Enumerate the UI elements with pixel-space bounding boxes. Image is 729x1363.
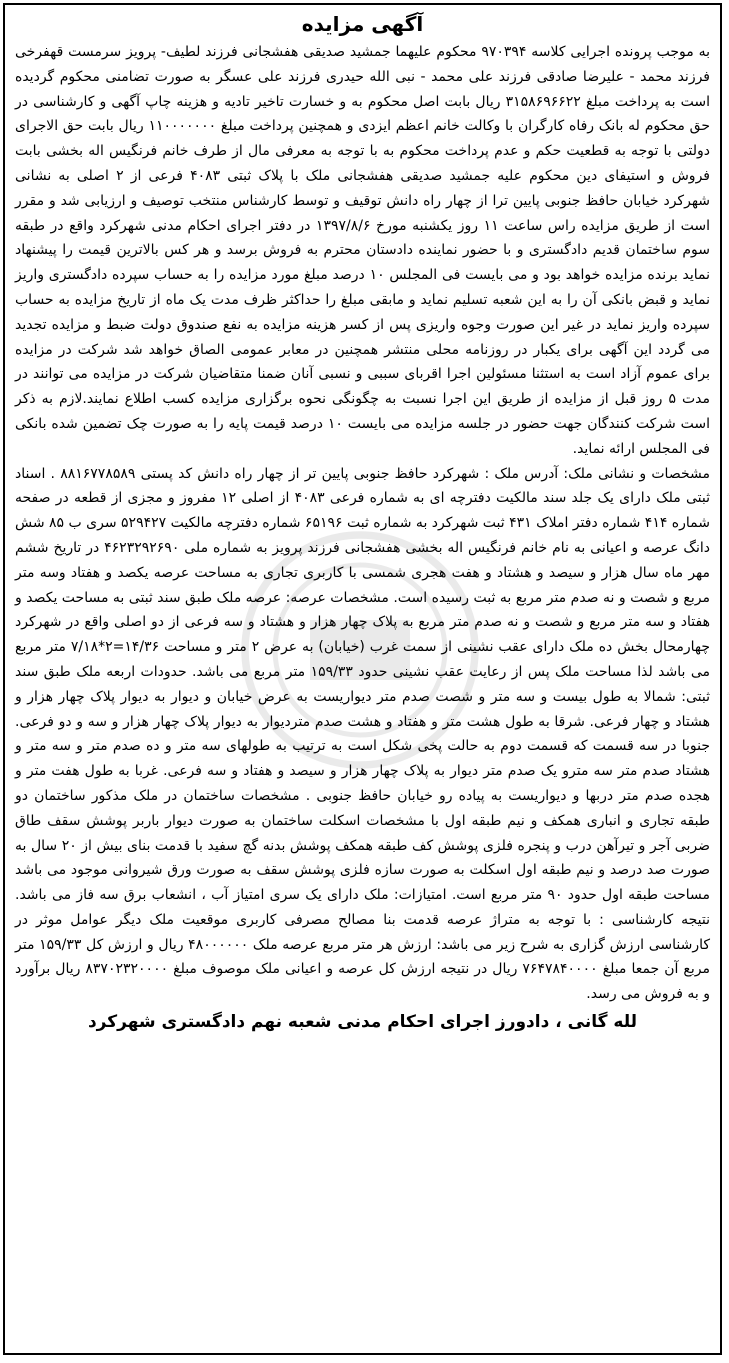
- auction-notice: [3, 3, 722, 1355]
- notice-signature: لله گانی ، دادورز اجرای احکام مدنی شعبه نهم دادگستری شهرکرد: [87, 1012, 638, 1033]
- notice-body: [15, 40, 710, 1007]
- notice-paragraph-terms: به موجب پرونده اجرایی کلاسه ۹۷۰۳۹۴ محکوم علیهما جمشید صدیقی هفشجانی فرزند لطیف- پرویز سرمست قهفرخی فرزند محمد - علیرضا صادقی فرزند علی محمد - نبی الله حیدری فرزند علی عسگر به صورت تضامنی محکوم گردیده است به پرداخت مبلغ ۳۱۵۸۶۹۶۶۲۲ ریال بابت اصل محکوم به و خسارت تاخیر تادیه و هزینه چاپ آگهی و کارشناسی در حق محکوم له بانک رفاه کارگران با وکالت خانم اعظم ایزدی و همچنین پرداخت مبلغ ۱۱۰۰۰۰۰۰۰ ریال بابت حق الاجرای دولتی با توجه به قطعیت حکم و عدم پرداخت محکوم به با توجه به معرفی مال از طرف خانم فرنگیس اله بخشی بابت فروش و استیفای دین محکوم علیه جمشید صدیقی هفشجانی ملک با پلاک ثبتی ۴۰۸۳ فرعی از ۲ اصلی به نشانی شهرکرد خیابان حافظ جنوبی پایین ترا از چهار راه دانش توقیف و توسط کارشناس منتخب توصیف و ارزیابی شد و مقرر است از طریق مزایده راس ساعت ۱۱ روز یکشنبه مورخ ۱۳۹۷/۸/۶ در دفتر اجرای احکام مدنی شهرکرد واقع در طبقه سوم ساختمان قدیم دادگستری و با حضور نماینده دادستان محترم به فروش برسد و هر کس بالاترین قیمت را پیشنهاد نماید برنده مزایده خواهد بود و می بایست فی المجلس ۱۰ درصد مبلغ مورد مزایده را به حساب سپرده دادگستری واریز نماید و قبض بانکی آن را به این شعبه تسلیم نماید و مابقی مبلغ را حداکثر ظرف مدت یک ماه از تاریخ مزایده به حساب سپرده واریز نماید در غیر این صورت وجوه واریزی پس از کسر هزینه مزایده به نفع صندوق دولت ضبط و مزایده تجدید می گردد این آگهی برای یکبار در روزنامه محلی منتشر همچنین در معابر عمومی الصاق خواهد شد شرکت در مزایده برای عموم آزاد است به استثنا مسئولین اجرا اقربای سببی و نسبی آنان ضمنا متقاضیان شرکت در مزایده می توانند در مدت ۵ روز قبل از مزایده از طریق این اجرا نسبت به چگونگی نحوه برگزاری مزایده کسب اطلاع نمایند.لازم به ذکر است شرکت کنندگان جهت حضور در جلسه مزایده می بایست ۱۰ درصد قیمت پایه را به صورت چک تضمین شده بانکی فی المجلس ارائه نماید.: [15, 44, 711, 457]
- notice-paragraph-property: مشخصات و نشانی ملک: آدرس ملک : شهرکرد حافظ جنوبی پایین تر از چهار راه دانش کد پستی ۸۸۱۶۷۷۸۵۸۹ . اسناد ثبتی ملک دارای یک جلد سند مالکیت دفترچه ای به شماره فرعی ۴۰۸۳ از اصلی ۱۲ مفروز و مجزی از قطعه در صفحه شماره ۴۱۴ شماره دفتر املاک ۴۳۱ ثبت شهرکرد به شماره ثبت ۶۵۱۹۶ شماره دفترچه مالکیت ۵۲۹۴۲۷ سری ب ۸۵ شش دانگ عرصه و اعیانی به نام خانم فرنگیس اله بخشی هفشجانی فرزند پرویز به شماره ملی ۴۶۲۳۲۹۲۶۹۰ در تاریخ ششم مهر ماه سال هزار و سیصد و هشتاد و هفت هجری شمسی با کاربری تجاری به مساحت عرصه یکصد و هفتاد وسه متر مربع و شصت و نه صدم متر مربع به ثبت رسیده است. مشخصات عرصه: عرصه ملک طبق سند ثبتی به مساحت یکصد و هفتاد و سه متر مربع و شصت و نه صدم متر مربع به پلاک چهار هزار و هشتاد و سه فرعی از دو اصلی واقع در شهرکرد چهارمحال بخش ده ملک دارای عقب نشینی از سمت غرب (خیابان) به عرض ۲ متر و مساحت ۱۴/۳۶=۲*۷/۱۸ متر مربع می باشد لذا مساحت ملک پس از رعایت عقب نشینی حدود ۱۵۹/۳۳ متر مربع می باشد. حدودات اربعه ملک طبق سند ثبتی: شمالا به طول بیست و سه متر و شصت صدم متر دیواریست به عرض خیابان و دیوار به دیوار پلاک چهار هزار و هشتاد و چهار فرعی. شرقا به طول هشت متر و هفتاد و هشت صدم متردیوار به دیوار پلاک چهار هزار و سه و دو فرعی. جنوبا در سه قسمت که قسمت دوم به حالت پخی شکل است به ترتیب به طولهای سه متر و ده صدم متر و سه متر و هشتاد صدم متر سه مترو یک صدم متر دیوار به پلاک چهار هزار و سیصد و هفتاد و سه فرعی. غربا به طول هفت متر و هجده صدم متر دربها و دیواریست به پیاده رو خیابان حافظ جنوبی . مشخصات ساختمان در ملک مذکور ساختمان دو طبقه تجاری و انباری همکف و نیم طبقه اول با مشخصات اسکلت ساختمان به صورت دیوار باربر پوشش سقف طاق ضربی آجر و تیرآهن درب و پنجره فلزی پوشش کف طبقه همکف پوشش بدنه گچ سفید با قدمت بنای بیش از ۲۰ سال به صورت صد درصد و نیم طبقه اول اسکلت به صورت سازه فلزی پوشش سقف به صورت ورق شیروانی موجود می باشد مساحت طبقه اول حدود ۹۰ متر مربع است. امتیازات: ملک دارای یک سری امتیاز آب ، انشعاب برق سه فاز می باشد. نتیجه کارشناسی : با توجه به متراژ عرصه قدمت بنا مصالح مصرفی کاربری موقعیت ملک دیگر عوامل موثر در کارشناسی ارزش گزاری به شرح زیر می باشد: ارزش هر متر مربع عرصه ملک ۴۸۰۰۰۰۰۰ ریال و ارزش کل ۱۵۹/۳۳ متر مربع آن جمعا مبلغ ۷۶۴۷۸۴۰۰۰۰ ریال در نتیجه ارزش کل عرصه و اعیانی ملک موصوف مبلغ ۸۳۷۰۲۳۲۰۰۰۰ ریال برآورد و به فروش می رسد.: [15, 465, 711, 1003]
- notice-title: آگهی مزایده: [301, 12, 424, 36]
